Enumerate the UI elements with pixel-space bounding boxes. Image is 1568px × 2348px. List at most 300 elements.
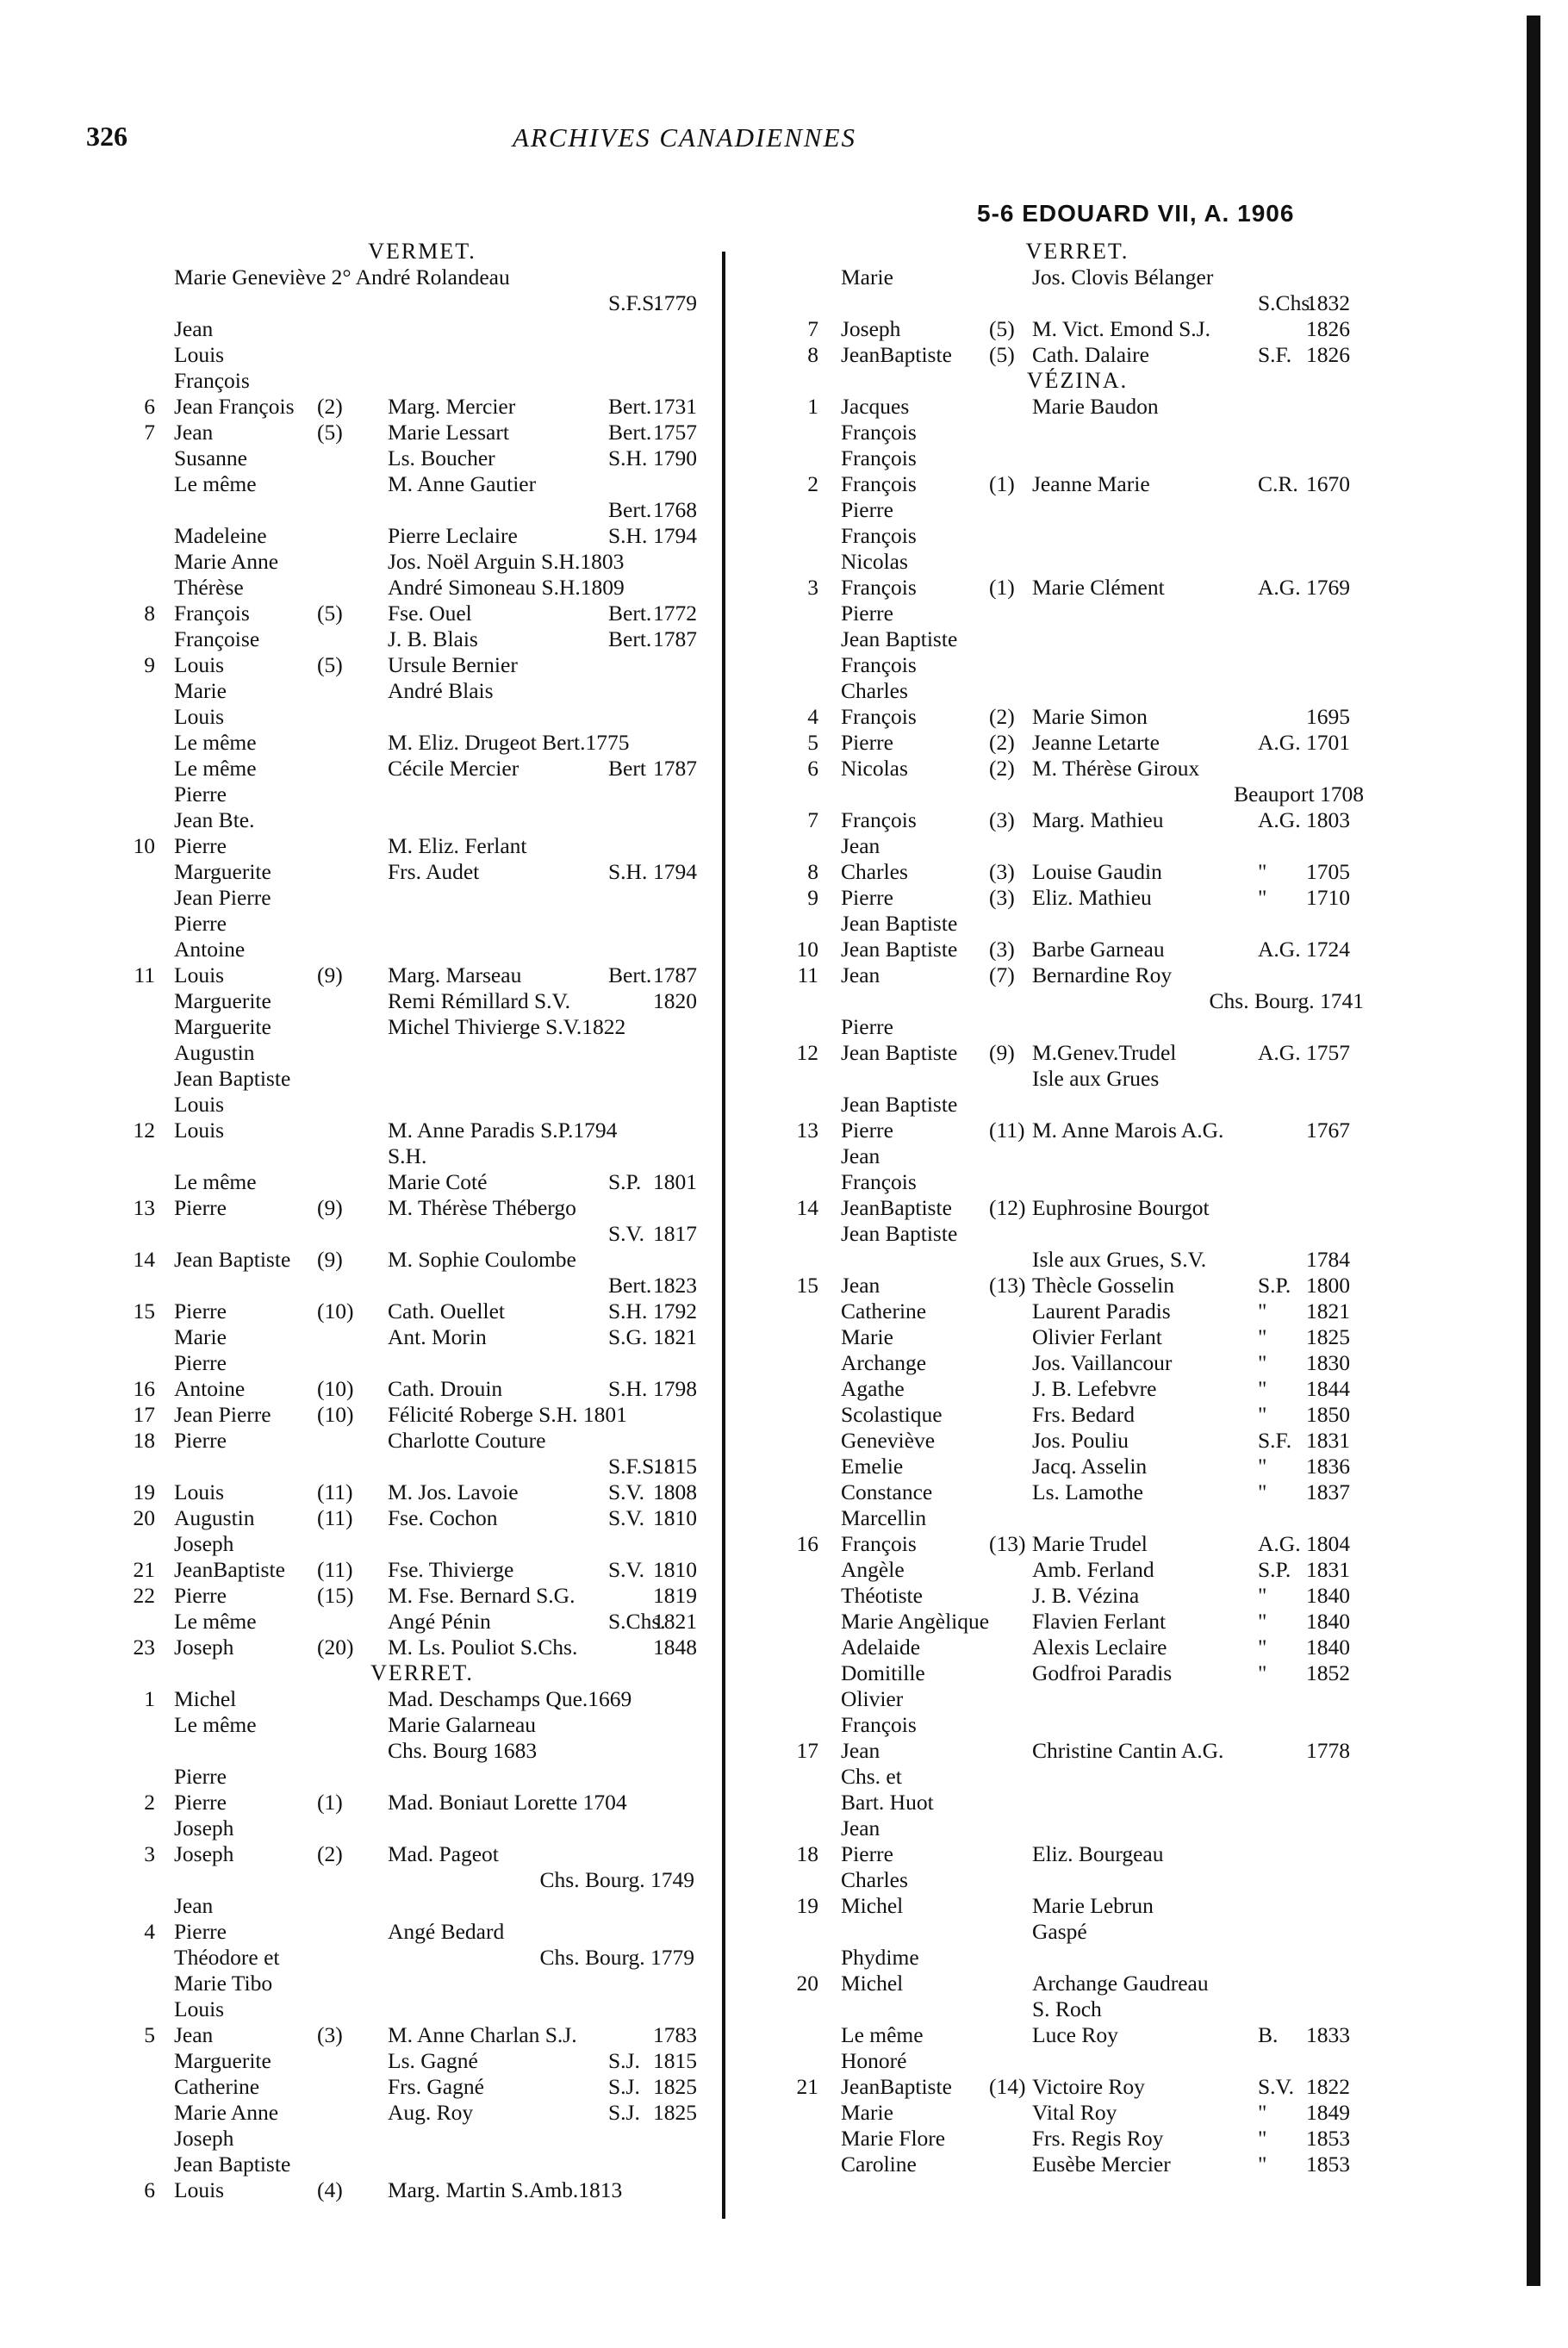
genealogy-entry: [791, 1376, 1364, 1402]
entry-name: Caroline: [841, 2152, 917, 2177]
entry-spouse: Marg. Martin S.Amb.1813: [388, 2177, 623, 2202]
entry-name: JeanBaptiste: [841, 2074, 952, 2099]
entry-spouse: M. Thérèse Thébergo: [388, 1195, 576, 1220]
section-heading: [791, 368, 1364, 394]
genealogy-entry: [791, 1609, 1364, 1635]
entry-spouse: André Simoneau S.H.1809: [388, 575, 625, 600]
entry-year: 1823: [653, 1273, 697, 1298]
genealogy-entry: [129, 420, 715, 445]
entry-name: Madeleine: [174, 523, 267, 548]
entry-name: Le même: [174, 730, 257, 755]
genealogy-entry: [791, 2074, 1364, 2100]
genealogy-entry: [129, 1815, 715, 1841]
entry-name: Le même: [841, 2022, 924, 2047]
entry-gen: (10): [317, 1376, 354, 1401]
entry-name: Le même: [174, 471, 257, 496]
genealogy-entry: [129, 1299, 715, 1324]
genealogy-entry: [791, 1738, 1364, 1764]
entry-name: François: [841, 1169, 917, 1194]
entry-spouse: Fse. Ouel: [388, 601, 472, 626]
genealogy-entry: [791, 756, 1364, 782]
entry-name: Catherine: [174, 2074, 260, 2099]
genealogy-entry: [129, 445, 715, 471]
entry-name: Phydime: [841, 1945, 919, 1970]
entry-year: 1831: [1306, 1428, 1350, 1453]
entry-name: Augustin: [174, 1040, 255, 1065]
entry-name: Nicolas: [841, 756, 908, 781]
entry-name: Louis: [174, 652, 225, 677]
genealogy-entry: [129, 1143, 715, 1169]
entry-name: Marie: [174, 1324, 227, 1349]
genealogy-entry: [129, 265, 715, 290]
genealogy-entry: [129, 1867, 715, 1893]
entry-spouse: Jeanne Marie: [1032, 471, 1150, 496]
entry-spouse: M. Anne Charlan S.J.: [388, 2022, 577, 2047]
entry-name: Marie Anne: [174, 2100, 279, 2125]
entry-name: Jean Pierre: [174, 885, 271, 910]
entry-name: Joseph: [174, 1531, 234, 1556]
entry-name: François: [841, 704, 917, 729]
entry-num: 6: [807, 756, 818, 781]
entry-gen: (2): [989, 730, 1015, 755]
entry-place: ": [1258, 1660, 1267, 1685]
genealogy-entry: [791, 2022, 1364, 2048]
entry-num: 21: [133, 1557, 155, 1582]
entry-year: 1815: [653, 1454, 697, 1479]
entry-year: 1778: [1306, 1738, 1350, 1763]
entry-spouse: Mad. Pageot: [388, 1841, 499, 1866]
genealogy-entry: [791, 2100, 1364, 2126]
entry-spouse: Louise Gaudin: [1032, 859, 1162, 884]
entry-name: Marguerite: [174, 1014, 271, 1039]
entry-name: Jean Pierre: [174, 1402, 271, 1427]
genealogy-entry: [791, 1971, 1364, 1996]
entry-num: 1: [807, 394, 818, 419]
entry-year: 1825: [1306, 1324, 1350, 1349]
entry-year: 1794: [653, 859, 697, 884]
genealogy-entry: [791, 730, 1364, 756]
entry-spouse: Félicité Roberge S.H. 1801: [388, 1402, 627, 1427]
entry-num: 11: [797, 962, 818, 987]
entry-spouse: Eliz. Mathieu: [1032, 885, 1152, 910]
entry-num: 9: [144, 652, 155, 677]
entry-place: ": [1258, 2152, 1267, 2177]
entry-name: Pierre: [174, 1350, 227, 1375]
entry-place: S.F.S.: [608, 1454, 660, 1479]
entry-place: ": [1258, 1454, 1267, 1479]
genealogy-entry: [129, 1635, 715, 1660]
genealogy-entry: [791, 1273, 1364, 1299]
entry-num: 9: [807, 885, 818, 910]
entry-name: Pierre: [841, 1014, 893, 1039]
entry-gen: (3): [989, 937, 1015, 962]
genealogy-entry: [791, 1350, 1364, 1376]
genealogy-entry: [129, 1014, 715, 1040]
entry-num: 3: [807, 575, 818, 600]
entry-spouse: Jos. Noël Arguin S.H.1803: [388, 549, 625, 574]
entry-spouse: Pierre Leclaire: [388, 523, 518, 548]
entry-place2: Chs. Bourg. 1741: [1209, 988, 1364, 1013]
entry-place: ": [1258, 1324, 1267, 1349]
entry-name: Jean Baptiste: [841, 1092, 958, 1117]
entry-place: S.F.S.: [608, 290, 660, 315]
entry-name: François: [841, 575, 917, 600]
genealogy-entry: [129, 1790, 715, 1815]
entry-spouse: Cath. Dalaire: [1032, 342, 1149, 367]
genealogy-entry: [129, 626, 715, 652]
genealogy-entry: [791, 1815, 1364, 1841]
entry-name: Emelie: [841, 1454, 904, 1479]
entry-num: 4: [807, 704, 818, 729]
entry-place: S.P.: [1258, 1557, 1291, 1582]
entry-num: 15: [133, 1299, 155, 1323]
genealogy-entry: [129, 1195, 715, 1221]
genealogy-entry: [129, 394, 715, 420]
entry-spouse: Ursule Bernier: [388, 652, 518, 677]
entry-year: 1810: [653, 1557, 697, 1582]
entry-gen: (9): [989, 1040, 1015, 1065]
entry-name: Jean: [841, 962, 880, 987]
entry-num: 18: [796, 1841, 818, 1866]
genealogy-entry: [791, 1221, 1364, 1247]
entry-spouse: Ls. Lamothe: [1032, 1479, 1143, 1504]
entry-place: ": [1258, 1350, 1267, 1375]
entry-gen: (2): [317, 394, 343, 419]
genealogy-entry: [791, 1790, 1364, 1815]
entry-spouse: Cécile Mercier: [388, 756, 520, 781]
entry-gen: (10): [317, 1402, 354, 1427]
entry-name: Charles: [841, 678, 908, 703]
entry-year: 1819: [653, 1583, 697, 1608]
entry-name: Pierre: [841, 497, 893, 522]
entry-spouse: Barbe Garneau: [1032, 937, 1165, 962]
entry-place: A.G.: [1258, 1040, 1301, 1065]
entry-place: S.Chs.: [1258, 290, 1316, 315]
entry-num: 8: [807, 859, 818, 884]
genealogy-entry: [129, 807, 715, 833]
entry-place: A.G.: [1258, 937, 1301, 962]
genealogy-entry: [129, 1505, 715, 1531]
entry-year: 1830: [1306, 1350, 1350, 1375]
page-edge-bar: [1527, 16, 1540, 2286]
entry-year: 1826: [1306, 316, 1350, 341]
entry-spouse: Mad. Deschamps Que.1669: [388, 1686, 632, 1711]
genealogy-entry: [129, 549, 715, 575]
genealogy-entry: [129, 2100, 715, 2126]
entry-year: 1840: [1306, 1583, 1350, 1608]
entry-name: Marguerite: [174, 859, 271, 884]
entry-place: B.: [1258, 2022, 1279, 2047]
entry-gen: (10): [317, 1299, 354, 1323]
section-heading: [129, 239, 715, 265]
entry-name: Geneviève: [841, 1428, 936, 1453]
entry-place: S.P.: [608, 1169, 642, 1194]
entry-name: François: [841, 652, 917, 677]
entry-place: A.G.: [1258, 807, 1301, 832]
entry-name: Angèle: [841, 1557, 905, 1582]
entry-year: 1822: [1306, 2074, 1350, 2099]
entry-num: 1: [144, 1686, 155, 1711]
entry-name: Charles: [841, 859, 908, 884]
genealogy-entry: [791, 1841, 1364, 1867]
entry-num: 12: [133, 1118, 155, 1143]
genealogy-entry: [791, 1454, 1364, 1479]
column-divider: [722, 252, 725, 2219]
genealogy-entry: [129, 2074, 715, 2100]
entry-num: 13: [796, 1118, 818, 1143]
entry-spouse: Isle aux Grues: [1032, 1066, 1160, 1091]
entry-year: 1810: [653, 1505, 697, 1530]
entry-name: Domitille: [841, 1660, 925, 1685]
entry-num: 2: [807, 471, 818, 496]
genealogy-entry: [791, 1660, 1364, 1686]
entry-place2: Chs. Bourg. 1749: [539, 1867, 694, 1892]
section-heading-text: VERRET.: [370, 1660, 474, 1685]
entry-name: Nicolas: [841, 549, 908, 574]
entry-year: 1783: [653, 2022, 697, 2047]
entry-name: Le même: [174, 1712, 257, 1737]
entry-spouse: Olivier Ferlant: [1032, 1324, 1162, 1349]
entry-num: 19: [796, 1893, 818, 1918]
entry-spouse: M. Jos. Lavoie: [388, 1479, 519, 1504]
entry-place: S.F.: [1258, 342, 1292, 367]
entry-num: 16: [796, 1531, 818, 1556]
genealogy-entry: [129, 1273, 715, 1299]
entry-year: 1779: [653, 290, 697, 315]
entry-year: 1848: [653, 1635, 697, 1660]
genealogy-entry: [129, 1841, 715, 1867]
entry-gen: (11): [989, 1118, 1025, 1143]
entry-gen: (1): [989, 471, 1015, 496]
entry-place: S.H.: [608, 445, 648, 470]
entry-year: 1787: [653, 756, 697, 781]
entry-spouse: Frs. Bedard: [1032, 1402, 1135, 1427]
genealogy-entry: [791, 342, 1364, 368]
genealogy-entry: [791, 1092, 1364, 1118]
entry-num: 12: [796, 1040, 818, 1065]
genealogy-entry: [129, 1040, 715, 1066]
entry-spouse: Luce Roy: [1032, 2022, 1118, 2047]
entry-num: 6: [144, 2177, 155, 2202]
entry-year: 1798: [653, 1376, 697, 1401]
genealogy-entry: [129, 962, 715, 988]
genealogy-entry: [791, 782, 1364, 807]
genealogy-entry: [791, 1531, 1364, 1557]
entry-name: Catherine: [841, 1299, 927, 1323]
entry-name: Antoine: [174, 1376, 246, 1401]
genealogy-entry: [129, 290, 715, 316]
entry-name: Adelaide: [841, 1635, 921, 1660]
genealogy-entry: [791, 265, 1364, 290]
entry-name: François: [841, 807, 917, 832]
entry-num: 5: [807, 730, 818, 755]
genealogy-entry: [791, 1764, 1364, 1790]
genealogy-entry: [129, 782, 715, 807]
entry-spouse: Archange Gaudreau: [1032, 1971, 1209, 1996]
genealogy-entry: [791, 1686, 1364, 1712]
genealogy-entry: [791, 523, 1364, 549]
entry-num: 14: [133, 1247, 155, 1272]
entry-year: 1836: [1306, 1454, 1350, 1479]
entry-place2: Chs. Bourg. 1779: [539, 1945, 694, 1970]
genealogy-entry: [791, 1402, 1364, 1428]
entry-spouse: Angé Pénin: [388, 1609, 491, 1634]
entry-name: Marie Angèlique: [841, 1609, 990, 1634]
entry-num: 7: [807, 316, 818, 341]
genealogy-entry: [129, 368, 715, 394]
genealogy-entry: [129, 1764, 715, 1790]
entry-name: Pierre: [841, 601, 893, 626]
entry-name: Théodore et: [174, 1945, 280, 1970]
entry-num: 23: [133, 1635, 155, 1660]
entry-spouse: Marg. Mathieu: [1032, 807, 1164, 832]
entry-place: ": [1258, 1609, 1267, 1634]
entry-spouse: J. B. Vézina: [1032, 1583, 1140, 1608]
entry-spouse: Marie Lessart: [388, 420, 509, 445]
genealogy-entry: [129, 1557, 715, 1583]
genealogy-entry: [129, 885, 715, 911]
entry-spouse: Eliz. Bourgeau: [1032, 1841, 1164, 1866]
entry-spouse: Fse. Cochon: [388, 1505, 498, 1530]
genealogy-entry: [791, 1247, 1364, 1273]
entry-year: 1840: [1306, 1635, 1350, 1660]
entry-year: 1768: [653, 497, 697, 522]
genealogy-entry: [129, 1919, 715, 1945]
entry-name: Jean Baptiste: [841, 626, 958, 651]
entry-name: Louis: [174, 962, 225, 987]
entry-name: Bart. Huot: [841, 1790, 934, 1815]
entry-spouse: Marie Galarneau: [388, 1712, 537, 1737]
genealogy-entry: [791, 1428, 1364, 1454]
entry-name: Pierre: [174, 1299, 227, 1323]
entry-place: C.R.: [1258, 471, 1298, 496]
entry-spouse: M. Anne Marois A.G.: [1032, 1118, 1224, 1143]
entry-year: 1705: [1306, 859, 1350, 884]
entry-spouse: M. Anne Paradis S.P.1794: [388, 1118, 618, 1143]
entry-gen: (1): [989, 575, 1015, 600]
genealogy-entry: [791, 2126, 1364, 2152]
entry-name: Louis: [174, 1996, 225, 2021]
entry-spouse: S. Roch: [1032, 1996, 1102, 2021]
entry-place: Bert.: [608, 1273, 652, 1298]
entry-name: Jean Baptiste: [174, 1066, 291, 1091]
genealogy-entry: [129, 471, 715, 497]
entry-name: Michel: [841, 1971, 904, 1996]
entry-place: A.G.: [1258, 1531, 1301, 1556]
entry-place: ": [1258, 859, 1267, 884]
entry-gen: (12): [989, 1195, 1026, 1220]
entry-spouse: M. Thérèse Giroux: [1032, 756, 1200, 781]
entry-name: Jean: [174, 1893, 214, 1918]
genealogy-entry: [791, 911, 1364, 937]
entry-spouse: Eusèbe Mercier: [1032, 2152, 1171, 2177]
entry-name: François: [841, 1531, 917, 1556]
entry-spouse: M. Eliz. Drugeot Bert.1775: [388, 730, 630, 755]
genealogy-entry: [129, 342, 715, 368]
genealogy-entry: [129, 1893, 715, 1919]
genealogy-entry: [129, 2022, 715, 2048]
entry-name: JeanBaptiste: [174, 1557, 285, 1582]
genealogy-entry: [791, 1557, 1364, 1583]
entry-name: Jean Baptiste: [841, 937, 958, 962]
entry-year: 1820: [653, 988, 697, 1013]
entry-name: Louis: [174, 2177, 225, 2202]
entry-year: 1794: [653, 523, 697, 548]
entry-year: 1769: [1306, 575, 1350, 600]
entry-year: 1849: [1306, 2100, 1350, 2125]
entry-num: 19: [133, 1479, 155, 1504]
entry-spouse: Angé Bedard: [388, 1919, 505, 1944]
entry-spouse: Charlotte Couture: [388, 1428, 546, 1453]
genealogy-entry: [791, 549, 1364, 575]
entry-name: Jean Bte.: [174, 807, 255, 832]
genealogy-entry: [791, 859, 1364, 885]
genealogy-entry: [129, 1324, 715, 1350]
entry-name: Jean Baptiste: [841, 911, 958, 936]
genealogy-entry: [129, 1221, 715, 1247]
entry-year: 1853: [1306, 2152, 1350, 2177]
entry-place: S.H.: [608, 523, 648, 548]
entry-num: 20: [133, 1505, 155, 1530]
entry-name: Jean: [174, 316, 214, 341]
entry-spouse: Flavien Ferlant: [1032, 1609, 1167, 1634]
entry-name: Marcellin: [841, 1505, 927, 1530]
entry-spouse: Chs. Bourg 1683: [388, 1738, 538, 1763]
entry-gen: (11): [317, 1557, 353, 1582]
entry-name: Marie Anne: [174, 549, 279, 574]
genealogy-entry: [129, 2177, 715, 2203]
entry-gen: (5): [989, 316, 1015, 341]
entry-name: François: [841, 445, 917, 470]
entry-year: 1821: [653, 1324, 697, 1349]
entry-gen: (11): [317, 1505, 353, 1530]
entry-spouse: Cath. Ouellet: [388, 1299, 505, 1323]
entry-spouse: Alexis Leclaire: [1032, 1635, 1167, 1660]
entry-year: 1803: [1306, 807, 1350, 832]
entry-spouse: M.Genev.Trudel: [1032, 1040, 1177, 1065]
entry-name: Olivier: [841, 1686, 904, 1711]
genealogy-entry: [129, 497, 715, 523]
entry-name: Pierre: [174, 911, 227, 936]
entry-name: Jean: [841, 1738, 880, 1763]
genealogy-entry: [791, 1712, 1364, 1738]
entry-gen: (11): [317, 1479, 353, 1504]
genealogy-entry: [129, 1376, 715, 1402]
entry-gen: (3): [989, 859, 1015, 884]
entry-year: 1825: [653, 2074, 697, 2099]
entry-year: 1670: [1306, 471, 1350, 496]
entry-year: 1787: [653, 626, 697, 651]
genealogy-entry: [129, 1402, 715, 1428]
entry-spouse: Frs. Regis Roy: [1032, 2126, 1164, 2151]
genealogy-entry: [791, 1505, 1364, 1531]
entry-place: S.Chs.: [608, 1609, 666, 1634]
entry-num: 16: [133, 1376, 155, 1401]
entry-spouse: Ant. Morin: [388, 1324, 487, 1349]
entry-gen: (5): [317, 420, 343, 445]
entry-spouse: Marie Trudel: [1032, 1531, 1148, 1556]
entry-name: Chs. et: [841, 1764, 902, 1789]
genealogy-entry: [791, 626, 1364, 652]
entry-place: S.G.: [608, 1324, 648, 1349]
entry-name: Jean: [841, 1815, 880, 1840]
entry-year: 1840: [1306, 1609, 1350, 1634]
entry-num: 15: [796, 1273, 818, 1298]
genealogy-entry: [129, 704, 715, 730]
entry-name: Charles: [841, 1867, 908, 1892]
genealogy-entry: [791, 704, 1364, 730]
genealogy-entry: [129, 1066, 715, 1092]
